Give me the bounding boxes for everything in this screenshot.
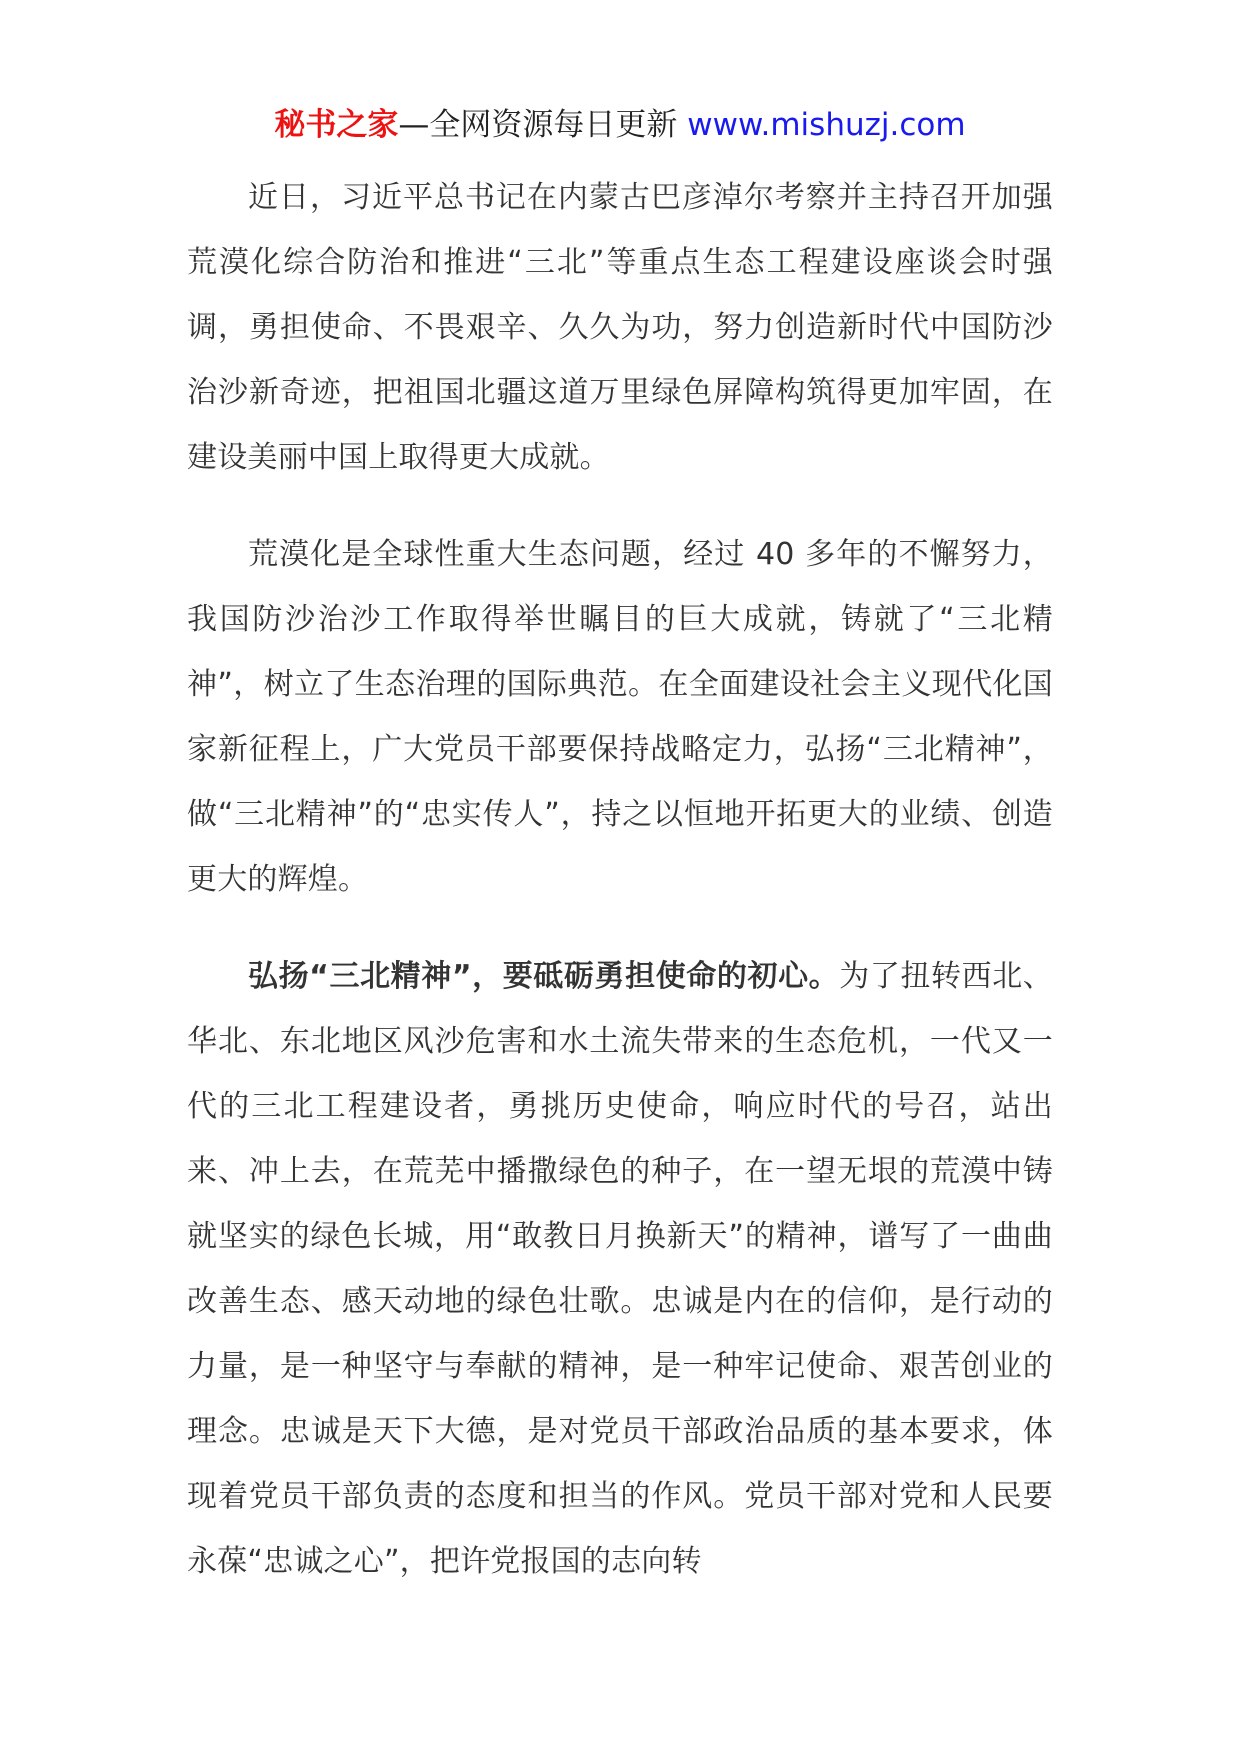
site-tagline: —全网资源每日更新 <box>398 107 688 143</box>
site-header <box>0 103 1240 147</box>
article-body <box>187 165 1053 1626</box>
paragraph-text: 荒漠化是全球性重大生态问题，经过 40 多年的不懈努力，我国防沙治沙工作取得举世瞩目的巨大成就，铸就了“三北精神”，树立了生态治理的国际典范。在全面建设社会主义现代化国家新征程上，广大党员干部要保持战略定力，弘扬“三北精神”，做“三北精神”的“忠实传人”，持之以恒地开拓更大的业绩、创造更大的辉煌。 <box>187 537 1053 897</box>
paragraph-desertification <box>187 522 1053 912</box>
paragraph-text: 近日，习近平总书记在内蒙古巴彦淖尔考察并主持召开加强荒漠化综合防治和推进“三北”等重点生态工程建设座谈会时强调，勇担使命、不畏艰辛、久久为功，努力创造新时代中国防沙治沙新奇迹，把祖国北疆这道万里绿色屏障构筑得更加牢固，在建设美丽中国上取得更大成就。 <box>187 180 1053 475</box>
site-url-link[interactable]: www.mishuzj.com <box>687 107 966 143</box>
paragraph-lead-heading: 弘扬“三北精神”，要砥砺勇担使命的初心。 <box>248 959 840 994</box>
paragraph-mission <box>187 944 1053 1594</box>
site-brand: 秘书之家 <box>274 107 399 143</box>
paragraph-text: 为了扭转西北、华北、东北地区风沙危害和水土流失带来的生态危机，一代又一代的三北工程建设者，勇挑历史使命，响应时代的号召，站出来、冲上去，在荒芜中播撒绿色的种子，在一望无垠的荒漠中铸就坚实的绿色长城，用“敢教日月换新天”的精神，谱写了一曲曲改善生态、感天动地的绿色壮歌。忠诚是内在的信仰，是行动的力量，是一种坚守与奉献的精神，是一种牢记使命、艰苦创业的理念。忠诚是天下大德，是对党员干部政治品质的基本要求，体现着党员干部负责的态度和担当的作风。党员干部对党和人民要永葆“忠诚之心”，把许党报国的志向转 <box>187 959 1053 1579</box>
paragraph-intro <box>187 165 1053 490</box>
